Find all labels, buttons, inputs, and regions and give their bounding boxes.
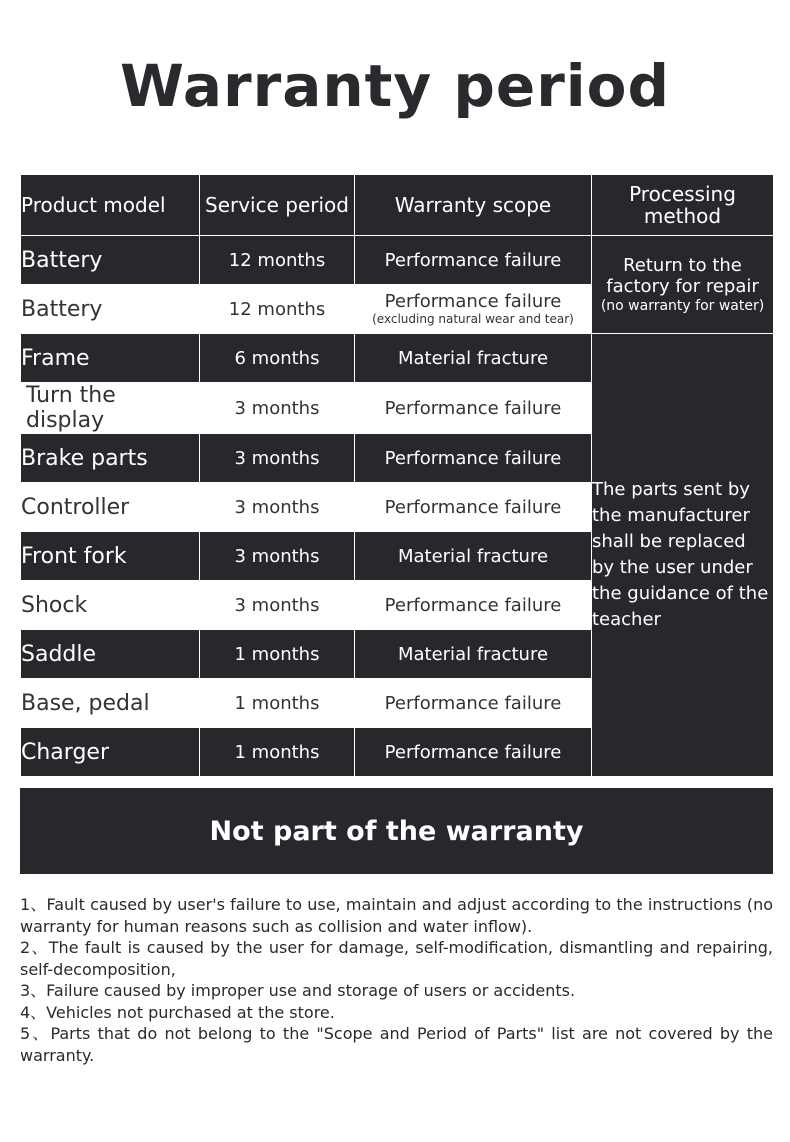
row-scope: Performance failure <box>355 236 592 285</box>
exclusion-item: 5、Parts that do not belong to the "Scope and Period of Parts" list are not covered by the warranty. <box>20 1024 773 1065</box>
row-scope: Performance failure <box>355 728 592 777</box>
method-battery-line2: factory for repair <box>606 275 759 297</box>
exclusion-item: 1、Fault caused by user's failure to use, maintain and adjust according to the instructions (no warranty for human reasons such as collision and water inflow). <box>20 895 773 936</box>
row-scope: Material fracture <box>355 532 592 581</box>
row-scope: Material fracture <box>355 630 592 679</box>
row-scope-note: (excluding natural wear and tear) <box>372 312 574 326</box>
row-model: Controller <box>21 483 200 532</box>
row-period: 3 months <box>200 483 355 532</box>
row-model: Battery <box>21 236 200 285</box>
table-row <box>21 334 774 383</box>
row-period: 3 months <box>200 434 355 483</box>
row-model: Front fork <box>21 532 200 581</box>
exclusion-item: 4、Vehicles not purchased at the store. <box>20 1002 335 1022</box>
method-battery-note: (no warranty for water) <box>600 297 765 314</box>
header-processing-method: Processing method <box>592 175 774 236</box>
row-period: 3 months <box>200 383 355 434</box>
row-scope: Performance failure <box>384 291 562 312</box>
method-parts-cell: The parts sent by the manufacturer shall be replaced by the user under the guidance of the teacher <box>592 334 774 777</box>
row-scope: Performance failure <box>355 383 592 434</box>
warranty-table <box>20 174 774 777</box>
header-service-period: Service period <box>200 175 355 236</box>
exclusion-item: 2、The fault is caused by the user for damage, self-modification, dismantling and repairing, self-decomposition, <box>20 938 773 979</box>
row-period: 3 months <box>200 581 355 630</box>
table-row <box>21 236 774 285</box>
row-scope: Performance failure <box>355 581 592 630</box>
method-battery-line1: Return to the <box>623 254 742 276</box>
header-product-model: Product model <box>21 175 200 236</box>
row-model: Turn the display <box>21 383 200 434</box>
row-period: 12 months <box>200 285 355 334</box>
row-scope: Performance failure <box>355 434 592 483</box>
page-title: Warranty period <box>119 52 671 120</box>
row-scope: Performance failure <box>355 483 592 532</box>
row-period: 6 months <box>200 334 355 383</box>
row-model: Brake parts <box>21 434 200 483</box>
row-period: 12 months <box>200 236 355 285</box>
exclusions-list <box>20 894 773 1066</box>
row-period: 1 months <box>200 728 355 777</box>
row-scope-cell <box>355 285 592 334</box>
exclusion-item: 3、Failure caused by improper use and storage of users or accidents. <box>20 981 576 1000</box>
row-model: Base, pedal <box>21 679 200 728</box>
header-warranty-scope: Warranty scope <box>355 175 592 236</box>
table-header-row <box>21 175 774 236</box>
row-scope: Material fracture <box>355 334 592 383</box>
exclusions-banner: Not part of the warranty <box>20 788 773 874</box>
row-model: Saddle <box>21 630 200 679</box>
method-battery-cell <box>592 236 774 334</box>
row-period: 1 months <box>200 630 355 679</box>
row-period: 3 months <box>200 532 355 581</box>
row-period: 1 months <box>200 679 355 728</box>
row-model: Charger <box>21 728 200 777</box>
row-scope: Performance failure <box>355 679 592 728</box>
row-model: Battery <box>21 285 200 334</box>
row-model: Shock <box>21 581 200 630</box>
row-model: Frame <box>21 334 200 383</box>
